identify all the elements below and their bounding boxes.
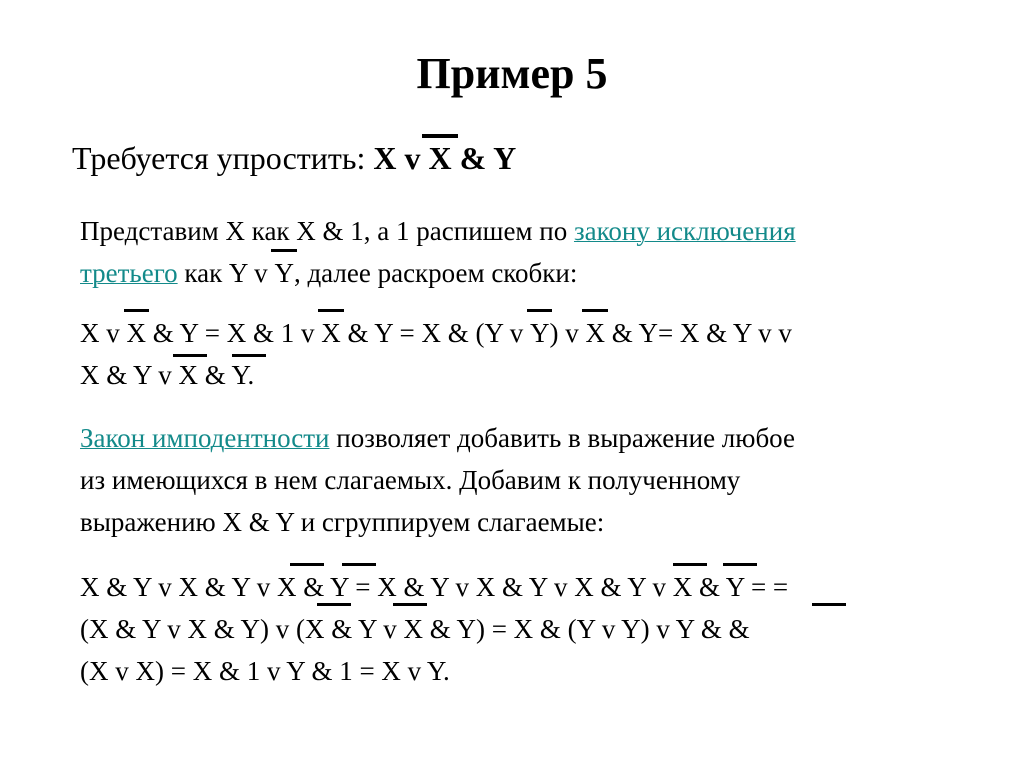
p1-text-3: , далее раскроем скобки:	[293, 258, 578, 288]
task-expr-not-x: X	[428, 140, 452, 176]
p1-line-2	[80, 252, 1015, 294]
overbar	[673, 563, 707, 566]
overbar	[232, 354, 266, 357]
p3-line-3: выражению X & Y и сгруппируем слагаемые:	[80, 507, 605, 537]
task-expr-a: X v	[373, 140, 429, 176]
link-excluded-middle-law-cont[interactable]: третьего	[80, 258, 178, 288]
link-excluded-middle-law[interactable]: закону исключения	[573, 216, 796, 246]
overbar	[317, 603, 351, 606]
paragraph-grouping	[80, 566, 1015, 692]
paragraph-idempotence	[80, 417, 1015, 543]
p1-not-y: Y	[274, 252, 294, 294]
p2-seg: ) v	[549, 318, 586, 348]
p1-line-1	[80, 210, 1015, 252]
task-expression	[373, 140, 516, 176]
overbar	[723, 563, 757, 566]
link-idempotence-law[interactable]: Закон имподентности	[80, 423, 330, 453]
slide-title: Пример 5	[416, 49, 608, 98]
task-label: Требуется упростить:	[72, 140, 374, 176]
p2-not-x-1: X	[127, 312, 147, 354]
p2-seg: & Y = X & 1 v	[146, 318, 322, 348]
overbar	[290, 563, 324, 566]
p2-not-x-2: X	[321, 312, 341, 354]
paragraph-representation	[80, 210, 1015, 294]
p2-seg: X v	[80, 318, 127, 348]
p2-not-x-3: X	[585, 312, 605, 354]
overbar	[812, 603, 846, 606]
p2-line-2: X & Y v X & Y.	[80, 360, 255, 390]
p1-text-2: как Y v	[177, 258, 275, 288]
p3-text-1: позволяет добавить в выражение любое	[329, 423, 795, 453]
p2-line-1	[80, 312, 1015, 354]
p1-text-1: Представим X как X & 1, а 1 распишем по	[80, 216, 574, 246]
p2-not-y-1: Y	[530, 312, 550, 354]
overbar	[173, 354, 207, 357]
p4-line-3: (X v X) = X & 1 v Y & 1 = X v Y.	[80, 656, 450, 686]
p4-line-2: (X & Y v X & Y) v (X & Y v X & Y) = X & (Y v Y) v Y & &	[80, 614, 750, 644]
p2-seg: & Y= X & Y v v	[604, 318, 792, 348]
p3-line-1	[80, 417, 1015, 459]
task-statement	[72, 140, 516, 177]
paragraph-expansion	[80, 312, 1015, 396]
p2-seg: & Y = X & (Y v	[340, 318, 530, 348]
overbar	[342, 563, 376, 566]
overbar	[393, 603, 427, 606]
p4-line-1: X & Y v X & Y v X & Y = X & Y v X & Y v X & Y v X & Y = =	[80, 572, 789, 602]
task-expr-b: & Y	[451, 140, 517, 176]
p3-line-2: из имеющихся в нем слагаемых. Добавим к полученному	[80, 465, 741, 495]
